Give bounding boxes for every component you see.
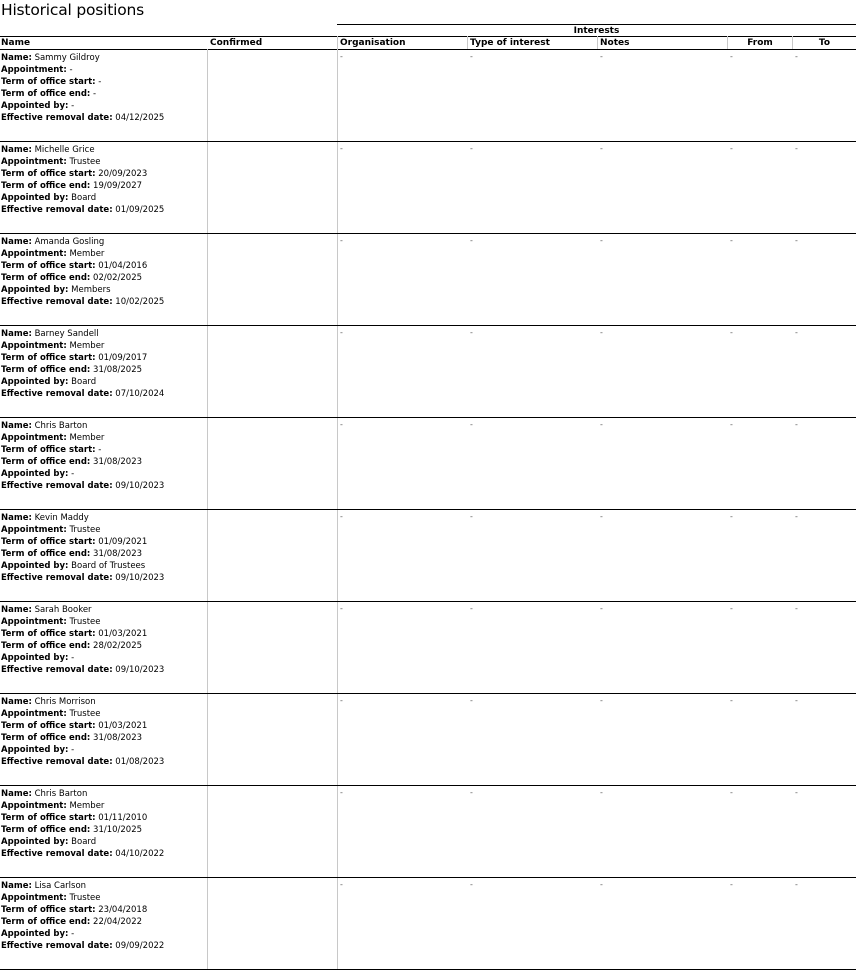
person-details [1,328,164,400]
field-appointed-by [1,836,164,848]
person-details [1,512,164,584]
column-header-from: From [747,38,773,48]
field-label: Appointed by: [1,653,69,663]
table-row [0,142,856,234]
field-appointed-by [1,744,164,756]
field-label: Term of office end: [1,917,91,927]
column-header-to: To [818,38,831,48]
person-details [1,52,164,124]
field-label: Appointment: [1,65,67,75]
field-value: 31/10/2025 [93,825,143,835]
field-value: 01/09/2021 [98,537,148,547]
field-label: Effective removal date: [1,757,113,767]
field-appointed-by [1,928,164,940]
field-name [1,420,164,432]
field-label: Name: [1,237,32,247]
field-label: Term of office start: [1,77,96,87]
field-appointment [1,892,164,904]
field-label: Appointment: [1,617,67,627]
field-term-end [1,732,164,744]
field-value: Trustee [69,157,101,167]
field-value: Barney Sandell [34,329,99,339]
field-label: Appointed by: [1,101,69,111]
field-value: - [98,445,102,455]
field-label: Name: [1,697,32,707]
field-label: Term of office start: [1,813,96,823]
field-value: Chris Barton [34,789,88,799]
person-details [1,880,164,952]
table-row [0,326,856,418]
field-label: Term of office start: [1,261,96,271]
organisation-cell: - [340,236,343,245]
field-label: Appointment: [1,893,67,903]
table-row [0,418,856,510]
field-value: 04/10/2022 [115,849,165,859]
field-value: - [71,745,75,755]
field-term-start [1,444,164,456]
field-label: Term of office end: [1,641,91,651]
field-label: Appointed by: [1,837,69,847]
field-label: Name: [1,329,32,339]
field-name [1,696,164,708]
field-label: Effective removal date: [1,205,113,215]
field-label: Appointment: [1,709,67,719]
field-appointment [1,708,164,720]
interests-group-rule [337,24,856,25]
organisation-cell: - [340,512,343,521]
field-term-end [1,640,164,652]
field-label: Appointed by: [1,193,69,203]
field-label: Name: [1,53,32,63]
field-label: Appointment: [1,433,67,443]
field-value: Member [69,433,105,443]
field-removal [1,112,164,124]
field-label: Term of office start: [1,905,96,915]
field-value: 09/10/2023 [115,481,165,491]
field-value: Trustee [69,893,101,903]
field-appointed-by [1,376,164,388]
field-value: 31/08/2023 [93,733,143,743]
field-removal [1,204,164,216]
field-value: Member [69,249,105,259]
field-term-end [1,456,164,468]
field-value: Michelle Grice [34,145,95,155]
field-appointment [1,432,164,444]
field-appointed-by [1,284,164,296]
field-value: 02/02/2025 [93,273,143,283]
field-label: Name: [1,421,32,431]
field-value: 31/08/2025 [93,365,143,375]
person-details [1,696,164,768]
field-term-start [1,628,164,640]
type-of-interest-cell: - [470,604,473,613]
field-label: Appointment: [1,157,67,167]
field-label: Term of office end: [1,825,91,835]
field-appointment [1,616,164,628]
field-name [1,604,164,616]
table-row [0,510,856,602]
field-label: Appointed by: [1,561,69,571]
field-removal [1,664,164,676]
organisation-cell: - [340,328,343,337]
field-label: Name: [1,605,32,615]
field-value: Amanda Gosling [34,237,105,247]
field-value: - [71,653,75,663]
field-value: - [93,89,97,99]
organisation-cell: - [340,52,343,61]
field-value: Sammy Gildroy [34,53,100,63]
organisation-cell: - [340,144,343,153]
field-term-end [1,548,164,560]
row-separator [0,969,856,970]
field-label: Term of office end: [1,457,91,467]
organisation-cell: - [340,604,343,613]
field-value: 31/08/2023 [93,457,143,467]
type-of-interest-cell: - [470,420,473,429]
table-row [0,694,856,786]
field-label: Term of office start: [1,169,96,179]
field-name [1,52,164,64]
field-label: Effective removal date: [1,389,113,399]
to-cell: - [795,420,798,429]
field-term-start [1,536,164,548]
field-name [1,880,164,892]
field-value: 19/09/2027 [93,181,143,191]
field-value: 07/10/2024 [115,389,165,399]
field-appointment [1,64,164,76]
field-value: 28/02/2025 [93,641,143,651]
field-name [1,236,164,248]
field-term-end [1,88,164,100]
field-removal [1,756,164,768]
field-label: Appointment: [1,341,67,351]
field-value: - [71,101,75,111]
notes-cell: - [600,236,603,245]
notes-cell: - [600,420,603,429]
field-appointment [1,156,164,168]
field-label: Name: [1,513,32,523]
field-label: Term of office end: [1,181,91,191]
person-details [1,144,164,216]
type-of-interest-cell: - [470,696,473,705]
field-name [1,512,164,524]
field-appointment [1,800,164,812]
field-value: Member [69,801,105,811]
field-value: 09/09/2022 [115,941,165,951]
field-value: Sarah Booker [34,605,92,615]
field-term-start [1,76,164,88]
field-term-end [1,364,164,376]
column-divider-from [727,36,728,49]
column-header-confirmed: Confirmed [210,38,263,48]
column-header-type-of-interest: Type of interest [470,38,550,48]
field-term-start [1,168,164,180]
from-cell: - [730,788,733,797]
table-row [0,50,856,142]
field-value: 09/10/2023 [115,573,165,583]
column-divider-notes [597,36,598,49]
field-label: Appointed by: [1,469,69,479]
field-label: Term of office end: [1,365,91,375]
type-of-interest-cell: - [470,52,473,61]
from-cell: - [730,696,733,705]
table-row [0,602,856,694]
field-label: Term of office start: [1,629,96,639]
field-label: Name: [1,881,32,891]
field-value: 31/08/2023 [93,549,143,559]
field-value: 09/10/2023 [115,665,165,675]
field-label: Effective removal date: [1,297,113,307]
field-name [1,144,164,156]
from-cell: - [730,52,733,61]
field-removal [1,388,164,400]
notes-cell: - [600,696,603,705]
field-label: Effective removal date: [1,573,113,583]
to-cell: - [795,52,798,61]
from-cell: - [730,328,733,337]
field-label: Name: [1,789,32,799]
field-appointed-by [1,560,164,572]
field-removal [1,296,164,308]
field-value: Board of Trustees [71,561,146,571]
field-appointment [1,248,164,260]
field-term-start [1,904,164,916]
type-of-interest-cell: - [470,512,473,521]
field-value: Trustee [69,617,101,627]
field-value: Board [71,837,97,847]
field-value: - [71,929,75,939]
field-term-start [1,352,164,364]
to-cell: - [795,144,798,153]
field-term-end [1,916,164,928]
field-value: Chris Barton [34,421,88,431]
to-cell: - [795,512,798,521]
field-label: Name: [1,145,32,155]
notes-cell: - [600,880,603,889]
field-value: 01/03/2021 [98,629,148,639]
field-label: Term of office end: [1,89,91,99]
to-cell: - [795,696,798,705]
field-value: 20/09/2023 [98,169,148,179]
field-value: 22/04/2022 [93,917,143,927]
field-term-start [1,260,164,272]
field-removal [1,572,164,584]
field-removal [1,940,164,952]
field-removal [1,848,164,860]
field-value: Trustee [69,709,101,719]
table-row [0,786,856,878]
field-appointed-by [1,652,164,664]
from-cell: - [730,604,733,613]
organisation-cell: - [340,788,343,797]
from-cell: - [730,880,733,889]
field-appointment [1,340,164,352]
field-label: Term of office end: [1,733,91,743]
field-label: Appointed by: [1,285,69,295]
column-header-organisation: Organisation [340,38,406,48]
field-value: Kevin Maddy [34,513,89,523]
to-cell: - [795,604,798,613]
notes-cell: - [600,788,603,797]
field-appointed-by [1,100,164,112]
field-value: Trustee [69,525,101,535]
from-cell: - [730,420,733,429]
to-cell: - [795,788,798,797]
field-value: 01/03/2021 [98,721,148,731]
field-label: Effective removal date: [1,113,113,123]
field-value: 01/09/2025 [115,205,165,215]
field-value: 23/04/2018 [98,905,148,915]
column-header-notes: Notes [600,38,630,48]
field-value: Chris Morrison [34,697,96,707]
column-header-name: Name [1,38,31,48]
field-value: Board [71,193,97,203]
field-value: - [69,65,73,75]
type-of-interest-cell: - [470,880,473,889]
field-label: Effective removal date: [1,941,113,951]
field-value: Members [71,285,111,295]
field-label: Effective removal date: [1,849,113,859]
type-of-interest-cell: - [470,788,473,797]
column-divider-to [792,36,793,49]
to-cell: - [795,328,798,337]
field-label: Appointed by: [1,745,69,755]
notes-cell: - [600,328,603,337]
field-label: Appointed by: [1,377,69,387]
to-cell: - [795,880,798,889]
field-term-start [1,812,164,824]
field-name [1,788,164,800]
field-appointed-by [1,468,164,480]
table-row [0,878,856,970]
field-value: 01/08/2023 [115,757,165,767]
field-label: Appointment: [1,525,67,535]
field-label: Appointment: [1,249,67,259]
organisation-cell: - [340,420,343,429]
field-label: Term of office start: [1,353,96,363]
interests-group-header: Interests [573,26,620,36]
field-term-end [1,180,164,192]
notes-cell: - [600,512,603,521]
field-name [1,328,164,340]
field-label: Term of office start: [1,537,96,547]
field-value: 01/09/2017 [98,353,148,363]
type-of-interest-cell: - [470,144,473,153]
field-label: Effective removal date: [1,481,113,491]
table-row [0,234,856,326]
field-label: Term of office start: [1,721,96,731]
field-value: 01/11/2010 [98,813,148,823]
field-appointment [1,524,164,536]
from-cell: - [730,512,733,521]
field-label: Effective removal date: [1,665,113,675]
field-appointed-by [1,192,164,204]
field-value: 01/04/2016 [98,261,148,271]
person-details [1,420,164,492]
field-value: Lisa Carlson [34,881,87,891]
from-cell: - [730,144,733,153]
person-details [1,236,164,308]
field-term-end [1,272,164,284]
field-value: Board [71,377,97,387]
field-value: - [71,469,75,479]
page-title: Historical positions [1,1,145,19]
to-cell: - [795,236,798,245]
type-of-interest-cell: - [470,236,473,245]
field-value: 04/12/2025 [115,113,165,123]
field-value: - [98,77,102,87]
from-cell: - [730,236,733,245]
field-value: 10/02/2025 [115,297,165,307]
notes-cell: - [600,144,603,153]
notes-cell: - [600,52,603,61]
field-term-start [1,720,164,732]
person-details [1,788,164,860]
column-divider-type [467,36,468,49]
field-label: Term of office end: [1,273,91,283]
type-of-interest-cell: - [470,328,473,337]
field-label: Appointment: [1,801,67,811]
organisation-cell: - [340,880,343,889]
field-label: Term of office end: [1,549,91,559]
field-label: Term of office start: [1,445,96,455]
field-label: Appointed by: [1,929,69,939]
person-details [1,604,164,676]
organisation-cell: - [340,696,343,705]
field-removal [1,480,164,492]
field-term-end [1,824,164,836]
notes-cell: - [600,604,603,613]
field-value: Member [69,341,105,351]
